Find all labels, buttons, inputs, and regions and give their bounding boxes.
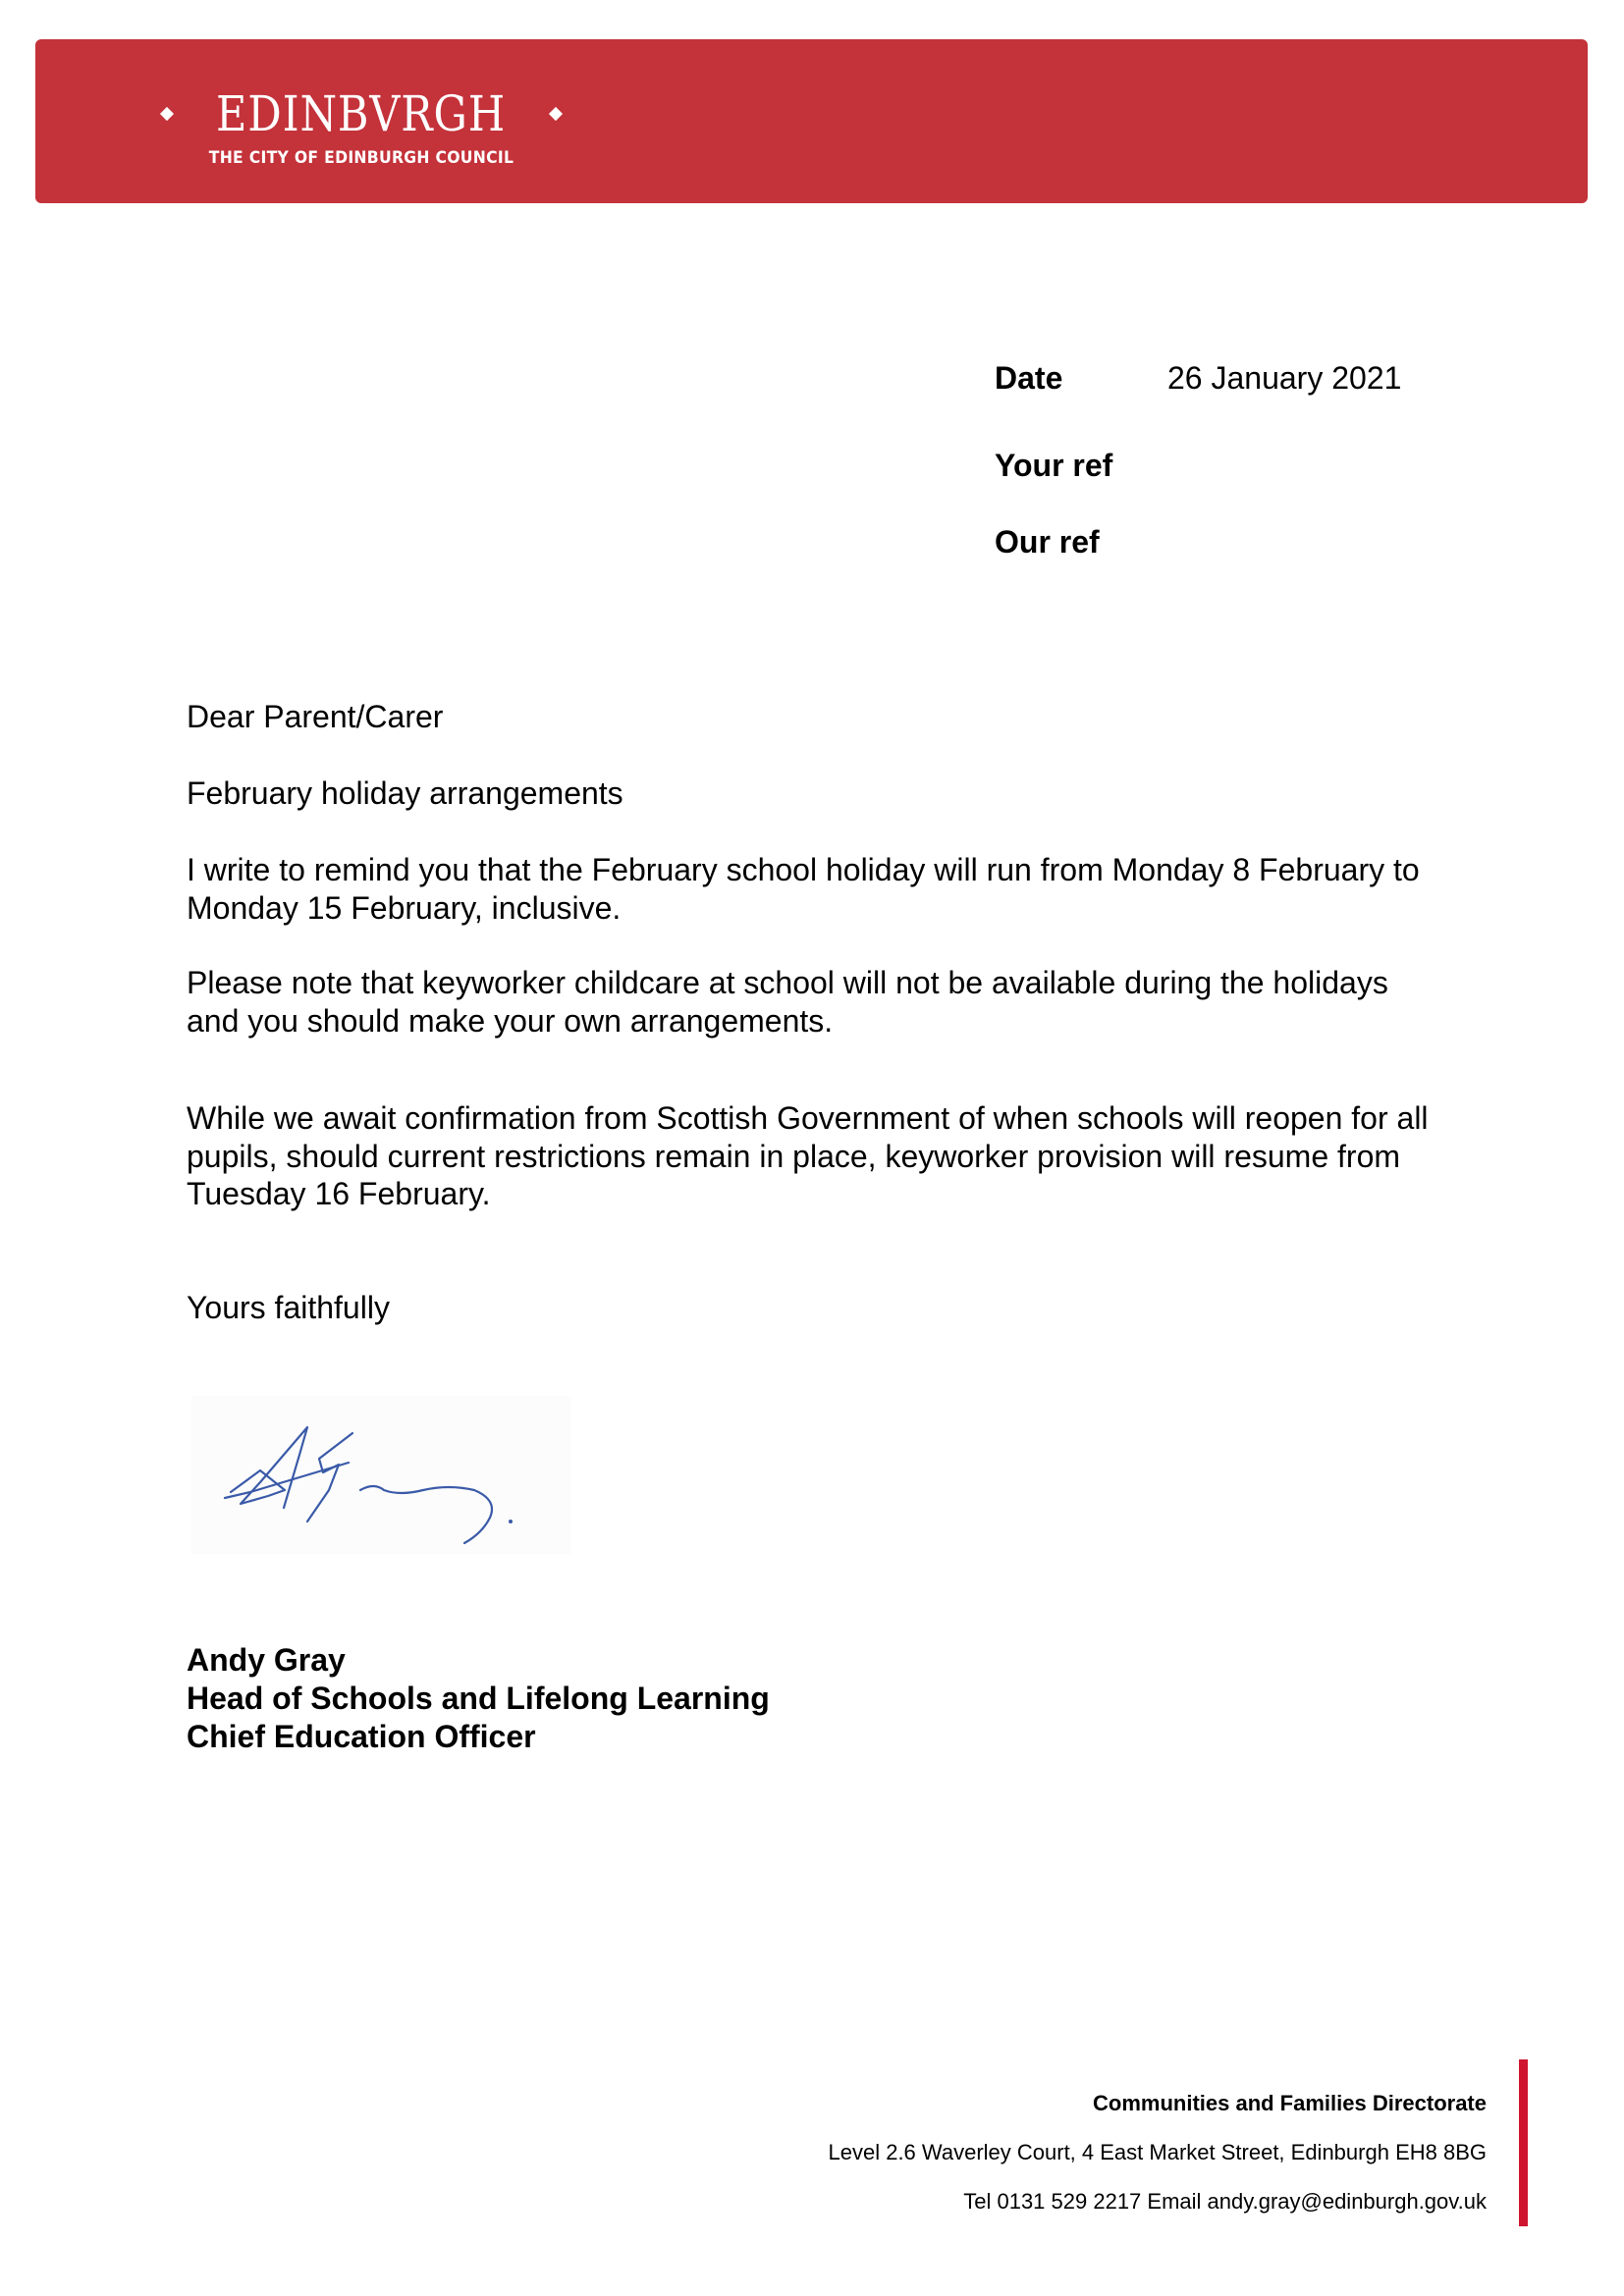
paragraph-line: I write to remind you that the February school holiday will run from Monday 8 February to (187, 852, 1420, 887)
signatory-block (187, 1641, 770, 1756)
closing: Yours faithfully (187, 1290, 390, 1325)
paragraph-line: Please note that keyworker childcare at school will not be available during the holidays (187, 965, 1388, 1000)
council-logo (160, 84, 563, 173)
logo-word: EDINBVRGH (216, 85, 507, 142)
paragraph-line: and you should make your own arrangements. (187, 1002, 834, 1039)
paragraph-line: Monday 15 February, inclusive. (187, 889, 622, 926)
paragraph-line: pupils, should current restrictions remain in place, keyworker provision will resume from (187, 1138, 1401, 1174)
our-ref-label: Our ref (995, 524, 1100, 560)
paragraph-childcare (187, 964, 1502, 1040)
date-label: Date (995, 360, 1063, 396)
signature-image (191, 1396, 571, 1554)
salutation: Dear Parent/Carer (187, 699, 444, 734)
footer-department: Communities and Families Directorate (1093, 2091, 1487, 2115)
signatory-name: Andy Gray (187, 1642, 346, 1678)
subject-line: February holiday arrangements (187, 775, 623, 811)
date-value: 26 January 2021 (1167, 360, 1402, 396)
logo-wordmark (160, 84, 563, 143)
diamond-ornament-icon (549, 107, 563, 121)
footer-address: Level 2.6 Waverley Court, 4 East Market Street, Edinburgh EH8 8BG (828, 2140, 1487, 2164)
footer-contact-block (829, 2079, 1488, 2226)
signatory-title: Head of Schools and Lifelong Learning (187, 1681, 770, 1716)
signatory-role: Chief Education Officer (187, 1719, 536, 1754)
diamond-ornament-icon (160, 107, 174, 121)
paragraph-holiday-dates (187, 851, 1502, 927)
logo-subtitle: THE CITY OF EDINBURGH COUNCIL (208, 148, 514, 168)
your-ref-label: Your ref (995, 448, 1113, 483)
paragraph-keyworker-provision (187, 1099, 1502, 1213)
handwritten-signature-icon (191, 1396, 571, 1554)
footer-accent-bar (1519, 2059, 1528, 2226)
paragraph-line: Tuesday 16 February. (187, 1176, 491, 1212)
footer-contact: Tel 0131 529 2217 Email andy.gray@edinburgh.gov.uk (963, 2189, 1487, 2214)
paragraph-line: While we await confirmation from Scottish Government of when schools will reopen for all (187, 1100, 1429, 1136)
